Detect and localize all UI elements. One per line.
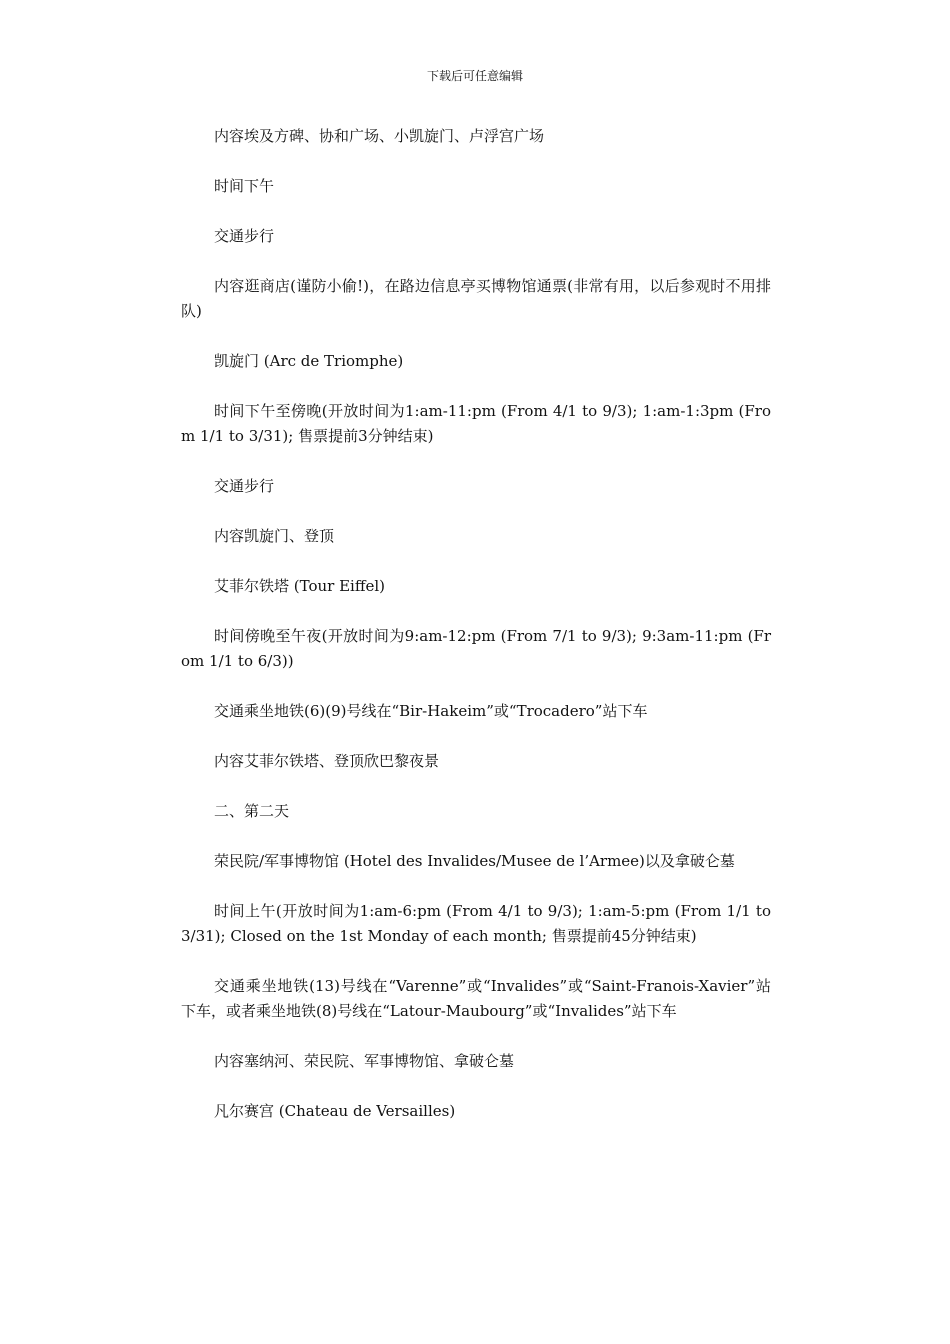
paragraph-versailles: 凡尔赛宫 (Chateau de Versailles)	[214, 1102, 456, 1120]
paragraph-time-arc: 时间下午至傍晚(开放时间为1:am-11:pm (From 4/1 to 9/3); 1:am-1:3pm (From 1/1 to 3/31); 售票提前3分钟结束)	[181, 402, 771, 445]
paragraph-time-invalides: 时间上午(开放时间为1:am-6:pm (From 4/1 to 9/3); 1:am-5:pm (From 1/1 to 3/31); Closed on the 1st Monday of each month; 售票提前45分钟结束)	[181, 902, 771, 945]
paragraph-transport-walk: 交通步行	[214, 227, 275, 245]
paragraph-content-invalides: 内容塞纳河、荣民院、军事博物馆、拿破仑墓	[214, 1052, 515, 1070]
paragraph-transport-walk-2: 交通步行	[214, 477, 275, 495]
paragraph-content-obelisk: 内容埃及方碑、协和广场、小凯旋门、卢浮宫广场	[214, 127, 545, 145]
paragraph-content-eiffel: 内容艾菲尔铁塔、登顶欣巴黎夜景	[214, 752, 440, 770]
paragraph-transport-metro-invalides: 交通乘坐地铁(13)号线在“Varenne”或“Invalides”或“Saint-Franois-Xavier”站下车，或者乘坐地铁(8)号线在“Latour-Maubourg”或“Invalides”站下车	[181, 977, 771, 1020]
document-body	[181, 124, 771, 1149]
paragraph-tour-eiffel: 艾菲尔铁塔 (Tour Eiffel)	[214, 577, 386, 595]
paragraph-content-shopping: 内容逛商店(谨防小偷!)，在路边信息亭买博物馆通票(非常有用，以后参观时不用排队)	[181, 277, 771, 320]
paragraph-arc-de-triomphe: 凯旋门 (Arc de Triomphe)	[214, 352, 404, 370]
paragraph-day-two-heading: 二、第二天	[214, 802, 290, 820]
paragraph-transport-metro-eiffel: 交通乘坐地铁(6)(9)号线在“Bir-Hakeim”或“Trocadero”站下车	[214, 702, 648, 720]
paragraph-time-eiffel: 时间傍晚至午夜(开放时间为9:am-12:pm (From 7/1 to 9/3); 9:3am-11:pm (From 1/1 to 6/3))	[181, 627, 771, 670]
paragraph-time-afternoon: 时间下午	[214, 177, 275, 195]
page-header: 下载后可任意编辑	[426, 69, 523, 83]
paragraph-content-arc: 内容凯旋门、登顶	[214, 527, 335, 545]
paragraph-invalides: 荣民院/军事博物馆 (Hotel des Invalides/Musee de l’Armee)以及拿破仑墓	[214, 852, 735, 870]
